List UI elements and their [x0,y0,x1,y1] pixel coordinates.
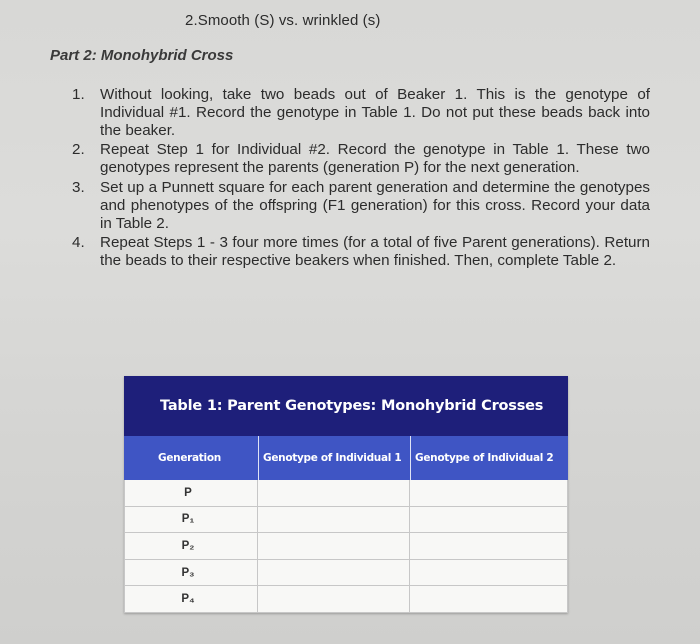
list-item [70,86,650,139]
list-item [70,234,650,270]
trait-heading: 2.Smooth (S) vs. wrinkled (s) [185,12,381,29]
step-number: 1. [72,86,85,103]
header-genotype-individual-1: Genotype of Individual 1 [258,436,410,480]
genotype-cell-individual-2[interactable] [410,507,568,534]
genotype-cell-individual-1[interactable] [258,533,410,560]
table-header-row [124,436,568,480]
parent-genotypes-table [124,376,568,613]
list-item [70,179,650,232]
header-genotype-individual-2: Genotype of Individual 2 [410,436,568,480]
table-row-generation: P₃ [124,560,258,587]
genotype-cell-individual-1[interactable] [258,507,410,534]
genotype-cell-individual-2[interactable] [410,533,568,560]
genotype-cell-individual-2[interactable] [410,586,568,613]
genotype-cell-individual-1[interactable] [258,586,410,613]
table-row-generation: P₄ [124,586,258,613]
table-row-generation: P₁ [124,507,258,534]
header-generation: Generation [158,452,221,464]
instruction-list [70,86,650,272]
genotype-cell-individual-2[interactable] [410,480,568,507]
step-text: Set up a Punnett square for each parent generation and determine the genotypes and phenotypes of the offspring (F1 generation) for this cross. Record your data in Table 2. [100,178,650,232]
genotype-cell-individual-1[interactable] [258,480,410,507]
table-row-generation: P [124,480,258,507]
table-body [124,480,568,613]
step-text: Repeat Step 1 for Individual #2. Record the genotype in Table 1. These two genotypes represent the parents (generation P) for the next generation. [100,141,650,177]
table-row-generation: P₂ [124,533,258,560]
step-number: 4. [72,234,85,252]
genotype-cell-individual-2[interactable] [410,560,568,587]
table-title: Table 1: Parent Genotypes: Monohybrid Crosses [124,376,568,436]
part-title: Part 2: Monohybrid Cross [50,47,234,64]
list-item [70,141,650,177]
step-number: 3. [72,178,85,196]
step-text: Repeat Steps 1 - 3 four more times (for a total of five Parent generations). Return the beads to their respective beakers when finished. Then, complete Table 2. [100,234,650,270]
step-number: 2. [72,141,85,159]
step-text: Without looking, take two beads out of Beaker 1. This is the genotype of Individual #1. Record the genotype in Table 1. Do not put these beads back into the beaker. [100,86,650,139]
genotype-cell-individual-1[interactable] [258,560,410,587]
